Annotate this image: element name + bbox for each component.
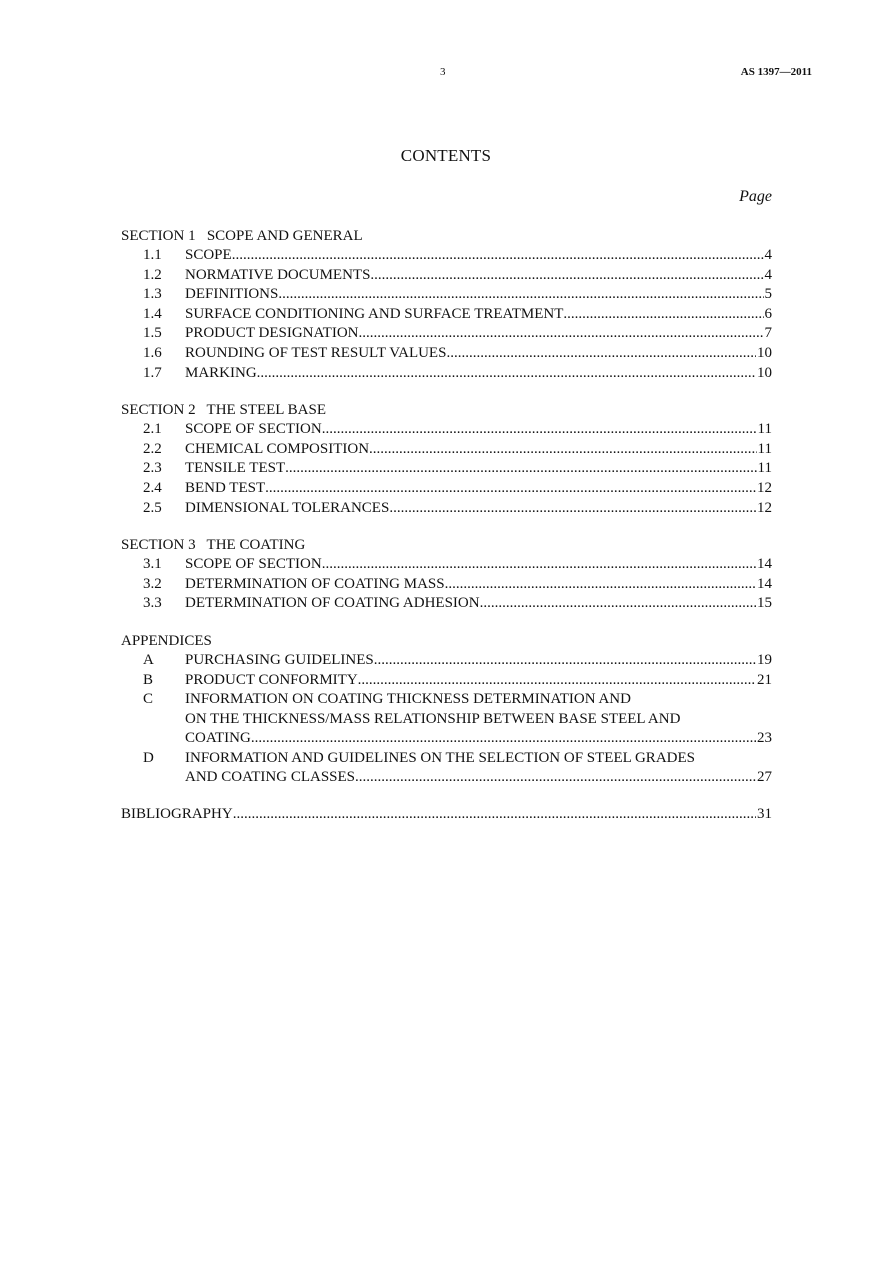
toc-entry[interactable] (121, 324, 772, 344)
toc-entry-page: 11 (757, 440, 772, 457)
toc-entry-page: 6 (764, 305, 772, 322)
toc-entry-title: DIMENSIONAL TOLERANCES (185, 499, 390, 516)
toc-entry-page: 31 (757, 806, 772, 823)
dot-leader (322, 420, 757, 440)
dot-leader (265, 479, 756, 499)
toc-entry-page: 12 (757, 479, 772, 496)
toc-entry-content (185, 364, 772, 384)
dot-leader (446, 344, 756, 364)
toc-entry-line (185, 285, 772, 305)
toc-entry-line (185, 594, 772, 614)
toc-entry-content (185, 285, 772, 305)
dot-leader (232, 246, 764, 266)
toc-entry-title: PRODUCT DESIGNATION (185, 325, 359, 342)
toc-entry-number: 1.7 (143, 364, 162, 381)
toc-entry-number: 2.5 (143, 499, 162, 516)
toc-entry-line (185, 246, 772, 266)
toc-entry-number: C (143, 691, 154, 708)
toc-section-heading[interactable]: SECTION 1 SCOPE AND GENERAL (121, 228, 363, 244)
toc-entry-number: 2.2 (143, 440, 162, 457)
toc-entry-page: 21 (757, 671, 772, 688)
toc-entry[interactable] (121, 459, 772, 479)
toc-entry-title: BIBLIOGRAPHY (121, 806, 233, 823)
toc-entry-page: 5 (764, 286, 772, 303)
toc-entry-number: 2.4 (143, 479, 162, 496)
toc-entry-title-line: INFORMATION ON COATING THICKNESS DETERMINATION AND (185, 691, 631, 708)
toc-entry-number: 1.6 (143, 344, 162, 361)
toc-entry-title: CHEMICAL COMPOSITION (185, 440, 370, 457)
dot-leader (445, 575, 756, 595)
toc-entry[interactable] (121, 594, 772, 614)
toc-entry-page: 14 (757, 556, 772, 573)
document-id: AS 1397—2011 (740, 66, 812, 78)
toc-entry[interactable] (121, 266, 772, 286)
toc-entry-title: AND COATING CLASSES (185, 769, 356, 786)
toc-entry-line (185, 266, 772, 286)
toc-entry[interactable] (121, 671, 772, 691)
toc-entry-page: 27 (757, 769, 772, 786)
dot-leader (358, 671, 756, 691)
toc-entry-line (185, 324, 772, 344)
toc-entry-content (185, 575, 772, 595)
toc-entry-title: MARKING (185, 364, 257, 381)
toc-section-heading[interactable]: SECTION 2 THE STEEL BASE (121, 402, 326, 419)
toc-entry[interactable] (121, 440, 772, 460)
toc-entry-page: 12 (757, 499, 772, 516)
toc-entry-content (185, 440, 772, 460)
toc-entry-title: BEND TEST (185, 479, 266, 496)
toc-entry[interactable] (121, 499, 772, 519)
toc-section-heading[interactable]: APPENDICES (121, 632, 212, 649)
toc-entry-content (185, 555, 772, 575)
toc-entry-title: ROUNDING OF TEST RESULT VALUES (185, 344, 447, 361)
dot-leader (480, 594, 756, 614)
dot-leader (285, 459, 756, 479)
toc-entry-number: 1.2 (143, 266, 162, 283)
toc-entry-line (185, 651, 772, 671)
toc-entry-content (185, 266, 772, 286)
toc-entry-title: COATING (185, 730, 251, 747)
toc-entry-bibliography[interactable] (121, 805, 772, 825)
toc-entry-page: 11 (757, 421, 772, 438)
toc-entry-page: 15 (757, 595, 772, 612)
toc-entry-content (185, 671, 772, 691)
toc-entry-number: 1.5 (143, 325, 162, 342)
toc-entry[interactable] (121, 749, 772, 788)
toc-entry-line (185, 479, 772, 499)
toc-entry[interactable] (121, 575, 772, 595)
dot-leader (389, 499, 756, 519)
toc-entry-title: TENSILE TEST (185, 460, 286, 477)
toc-entry-number: 1.4 (143, 305, 162, 322)
toc-entry[interactable] (121, 305, 772, 325)
toc-entry-number: 1.1 (143, 247, 162, 263)
toc-entry-page: 4 (764, 247, 772, 263)
toc-entry-content (185, 749, 772, 788)
toc-entry-line (185, 344, 772, 364)
toc-entry[interactable] (121, 285, 772, 305)
toc-entry-content (185, 499, 772, 519)
table-of-contents (121, 226, 772, 825)
toc-entry-title-line: INFORMATION AND GUIDELINES ON THE SELECTION OF STEEL GRADES (185, 749, 695, 766)
dot-leader (322, 555, 756, 575)
toc-entry-content (185, 324, 772, 344)
toc-entry[interactable] (121, 651, 772, 671)
toc-entry-number: B (143, 671, 154, 688)
toc-entry-title: PRODUCT CONFORMITY (185, 671, 358, 688)
toc-entry-number: A (143, 651, 154, 668)
toc-entry-content (185, 459, 772, 479)
toc-entry-line (185, 729, 772, 749)
toc-entry-page: 19 (757, 651, 772, 668)
dot-leader (358, 324, 763, 344)
dot-leader (355, 768, 756, 788)
toc-entry-line (185, 575, 772, 595)
toc-entry-line (185, 768, 772, 788)
toc-entry-title: DETERMINATION OF COATING ADHESION (185, 595, 480, 612)
toc-entry-page: 10 (757, 344, 772, 361)
toc-entry-content (185, 690, 772, 749)
toc-entry-line (185, 671, 772, 691)
toc-entry-content (185, 479, 772, 499)
toc-entry[interactable] (121, 420, 772, 440)
toc-entry[interactable] (121, 479, 772, 499)
toc-entry-number: 2.3 (143, 460, 162, 477)
page-title: CONTENTS (400, 146, 492, 165)
toc-entry-line (185, 459, 772, 479)
dot-leader (374, 651, 756, 671)
toc-entry-page: 4 (764, 266, 772, 283)
toc-entry-title: SCOPE OF SECTION (185, 556, 322, 573)
toc-entry-content (185, 246, 772, 266)
dot-leader (370, 266, 763, 286)
toc-entry-number: 2.1 (143, 421, 162, 438)
toc-entry-title: NORMATIVE DOCUMENTS (185, 266, 371, 283)
dot-leader (257, 364, 756, 384)
toc-entry-line (185, 305, 772, 325)
toc-entry-line (185, 499, 772, 519)
toc-entry-content (185, 344, 772, 364)
toc-entry-title: SURFACE CONDITIONING AND SURFACE TREATMENT (185, 305, 564, 322)
page-column-label: Page (739, 188, 772, 205)
toc-entry-page: 23 (757, 730, 772, 747)
toc-entry-line (185, 555, 772, 575)
toc-entry-title: PURCHASING GUIDELINES (185, 651, 374, 668)
toc-entry-page: 14 (757, 575, 772, 592)
toc-entry-line (185, 364, 772, 384)
dot-leader (278, 285, 763, 305)
page-number: 3 (440, 66, 446, 78)
toc-entry-number: D (143, 749, 154, 766)
dot-leader (563, 305, 763, 325)
toc-entry-content (185, 651, 772, 671)
toc-entry-page: 10 (757, 364, 772, 381)
dot-leader (233, 805, 756, 825)
toc-entry[interactable] (121, 555, 772, 575)
toc-entry[interactable] (121, 364, 772, 384)
toc-entry-content (185, 305, 772, 325)
toc-section-heading[interactable]: SECTION 3 THE COATING (121, 537, 306, 554)
toc-entry[interactable] (121, 690, 772, 749)
toc-entry-title: SCOPE (185, 247, 232, 263)
dot-leader (369, 440, 757, 460)
toc-entry[interactable] (121, 344, 772, 364)
toc-entry-number: 3.2 (143, 575, 162, 592)
toc-entry-line (185, 440, 772, 460)
toc-section (121, 400, 772, 518)
toc-entry-title: DEFINITIONS (185, 286, 279, 303)
toc-entry-page: 7 (764, 325, 772, 342)
dot-leader (251, 729, 756, 749)
toc-section (121, 631, 772, 788)
toc-section (121, 226, 772, 383)
toc-entry-line (185, 420, 772, 440)
toc-entry-number: 1.3 (143, 286, 162, 303)
toc-section (121, 535, 772, 614)
toc-entry-title: SCOPE OF SECTION (185, 421, 322, 438)
toc-entry[interactable] (121, 246, 772, 266)
toc-entry-number: 3.3 (143, 595, 162, 612)
toc-entry-title: DETERMINATION OF COATING MASS (185, 575, 445, 592)
toc-entry-number: 3.1 (143, 556, 162, 573)
toc-entry-title-line: ON THE THICKNESS/MASS RELATIONSHIP BETWEEN BASE STEEL AND (185, 710, 681, 727)
toc-entry-content (185, 594, 772, 614)
toc-entry-page: 11 (757, 460, 772, 477)
toc-entry-content (185, 420, 772, 440)
